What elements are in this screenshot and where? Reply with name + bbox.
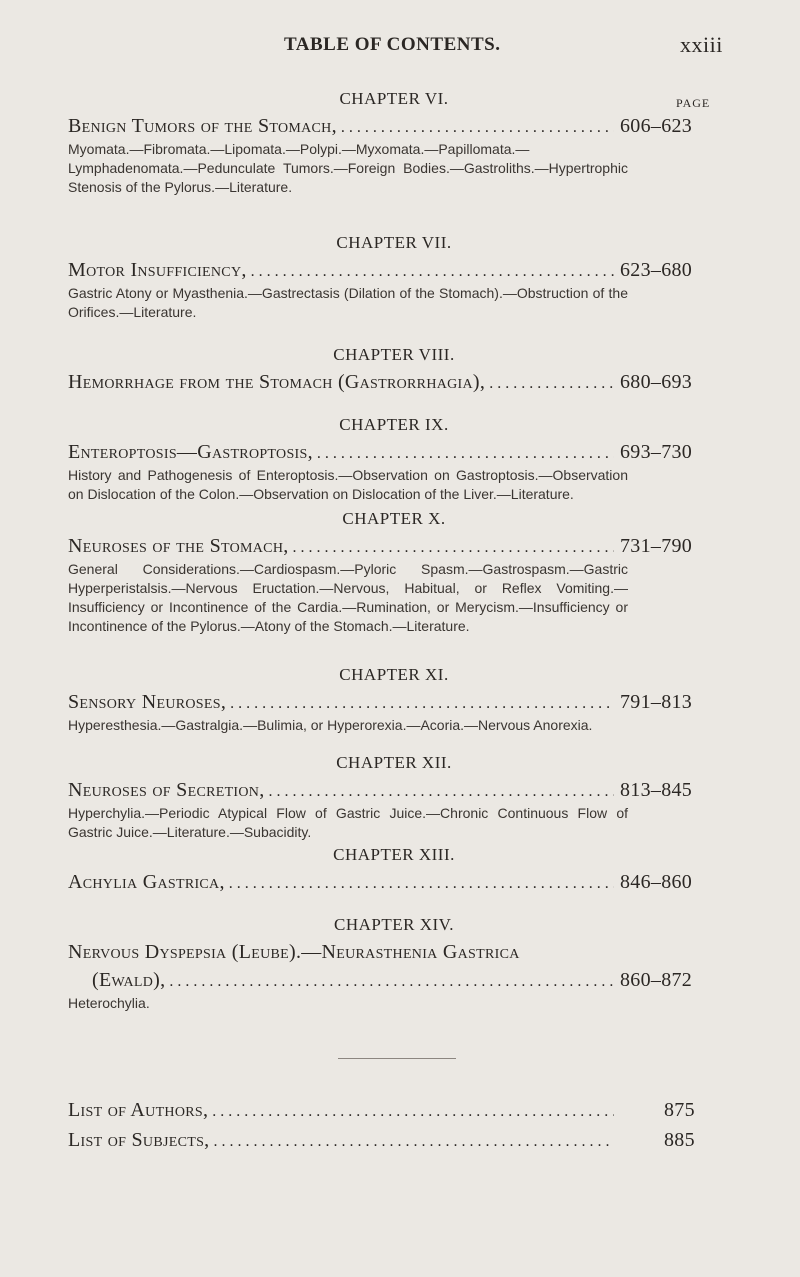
page-range: 606–623 bbox=[620, 115, 693, 137]
page-range: 623–680 bbox=[620, 259, 693, 281]
toc-entry bbox=[68, 532, 708, 560]
page-range: 791–813 bbox=[620, 691, 693, 713]
chapter-title: Achylia Gastrica, bbox=[68, 871, 225, 893]
toc-entry bbox=[68, 966, 708, 994]
running-head bbox=[0, 34, 800, 58]
chapter-description: Hyperesthesia.—Gastralgia.—Bulimia, or Hyperorexia.—Acoria.—Nervous Anorexia. bbox=[68, 717, 593, 733]
page-range: 813–845 bbox=[620, 779, 693, 801]
toc-entry bbox=[68, 368, 708, 396]
toc-entry bbox=[68, 438, 708, 466]
section-divider bbox=[338, 1058, 456, 1059]
chapter-title-line1: Nervous Dyspepsia (Leube).—Neurasthenia Gastrica bbox=[68, 941, 520, 963]
chapter-title: Sensory Neuroses, bbox=[68, 691, 227, 713]
toc-entry bbox=[68, 1126, 708, 1154]
dot-leader bbox=[229, 870, 614, 898]
chapter-description: Hyperchylia.—Periodic Atypical Flow of Gastric Juice.—Chronic Continuous Flow of Gastric Juice.—Literature.—Subacidity. bbox=[68, 805, 628, 840]
chapter-title: Enteroptosis—Gastroptosis, bbox=[68, 441, 313, 463]
chapter-10 bbox=[68, 506, 708, 636]
chapter-number: CHAPTER VI. bbox=[339, 89, 449, 108]
chapter-title: Benign Tumors of the Stomach, bbox=[68, 115, 337, 137]
dot-leader bbox=[212, 1098, 614, 1126]
chapter-number: CHAPTER IX. bbox=[339, 415, 449, 434]
dot-leader bbox=[169, 968, 614, 996]
chapter-14 bbox=[68, 912, 708, 1013]
chapter-number: CHAPTER XIII. bbox=[333, 845, 455, 864]
chapter-8 bbox=[68, 342, 708, 396]
chapter-11 bbox=[68, 662, 708, 735]
chapter-number: CHAPTER XIV. bbox=[334, 915, 454, 934]
dot-leader bbox=[230, 690, 614, 718]
chapter-number: CHAPTER X. bbox=[342, 509, 446, 528]
chapter-6 bbox=[68, 86, 711, 197]
chapter-title: Neuroses of the Stomach, bbox=[68, 535, 289, 557]
chapter-title: (Ewald), bbox=[92, 969, 166, 991]
dot-leader bbox=[293, 534, 614, 562]
page-number-ref: 885 bbox=[664, 1129, 695, 1151]
chapter-9 bbox=[68, 412, 708, 504]
chapter-title: Hemorrhage from the Stomach (Gastrorrhagia), bbox=[68, 371, 486, 393]
end-matter-title: List of Subjects, bbox=[68, 1129, 210, 1151]
chapter-number: CHAPTER XII. bbox=[336, 753, 452, 772]
dot-leader bbox=[251, 258, 614, 286]
chapter-description: Gastric Atony or Myasthenia.—Gastrectasis (Dilation of the Stomach).—Obstruction of the Orifices.—Literature. bbox=[68, 285, 628, 320]
page-number: xxiii bbox=[680, 32, 723, 57]
toc-entry bbox=[68, 776, 708, 804]
page-range: 680–693 bbox=[620, 371, 693, 393]
chapter-title: Neuroses of Secretion, bbox=[68, 779, 265, 801]
running-title: TABLE OF CONTENTS. bbox=[284, 34, 501, 55]
page-range: 860–872 bbox=[620, 969, 693, 991]
dot-leader bbox=[269, 778, 614, 806]
chapter-12 bbox=[68, 750, 708, 842]
chapter-number: CHAPTER XI. bbox=[339, 665, 449, 684]
chapter-13 bbox=[68, 842, 708, 896]
page-column-label: PAGE bbox=[676, 96, 711, 110]
toc-entry bbox=[68, 1096, 708, 1124]
page-number-ref: 875 bbox=[664, 1099, 695, 1121]
chapter-description: History and Pathogenesis of Enteroptosis.—Observation on Gastroptosis.—Observation on Dislocation of the Colon.—Observation on Dislocation of the Liver.—Literature. bbox=[68, 467, 628, 502]
chapter-description: Heterochylia. bbox=[68, 995, 150, 1011]
toc-entry bbox=[68, 256, 708, 284]
toc-entry bbox=[68, 112, 708, 140]
page-range: 693–730 bbox=[620, 441, 693, 463]
list-of-authors bbox=[68, 1096, 708, 1124]
chapter-description: Myomata.—Fibromata.—Lipomata.—Polypi.—Myxomata.—Papillomata.—Lymphadenomata.—Pedunculate Tumors.—Foreign Bodies.—Gastroliths.—Hypertrophic Stenosis of the Pylorus.—Literature. bbox=[68, 141, 628, 195]
toc-entry bbox=[68, 868, 708, 896]
chapter-description: General Considerations.—Cardiospasm.—Pyloric Spasm.—Gastrospasm.—Gastric Hyperperistalsis.—Nervous Eructation.—Nervous, Habitual, or Reflex Vomiting.—Insufficiency or Incontinence of the Cardia.—Rumination, or Merycism.—Insufficiency or Incontinence of the Pylorus.—Atony of the Stomach.—Literature. bbox=[68, 561, 628, 634]
page-range: 846–860 bbox=[620, 871, 693, 893]
list-of-subjects bbox=[68, 1126, 708, 1154]
chapter-title: Motor Insufficiency, bbox=[68, 259, 247, 281]
dot-leader bbox=[317, 440, 614, 468]
page-range: 731–790 bbox=[620, 535, 693, 557]
chapter-number: CHAPTER VII. bbox=[336, 233, 452, 252]
dot-leader bbox=[489, 370, 614, 398]
end-matter-title: List of Authors, bbox=[68, 1099, 209, 1121]
chapter-number: CHAPTER VIII. bbox=[333, 345, 455, 364]
chapter-7 bbox=[68, 230, 708, 322]
toc-entry bbox=[68, 688, 708, 716]
dot-leader bbox=[213, 1128, 614, 1156]
dot-leader bbox=[341, 114, 614, 142]
